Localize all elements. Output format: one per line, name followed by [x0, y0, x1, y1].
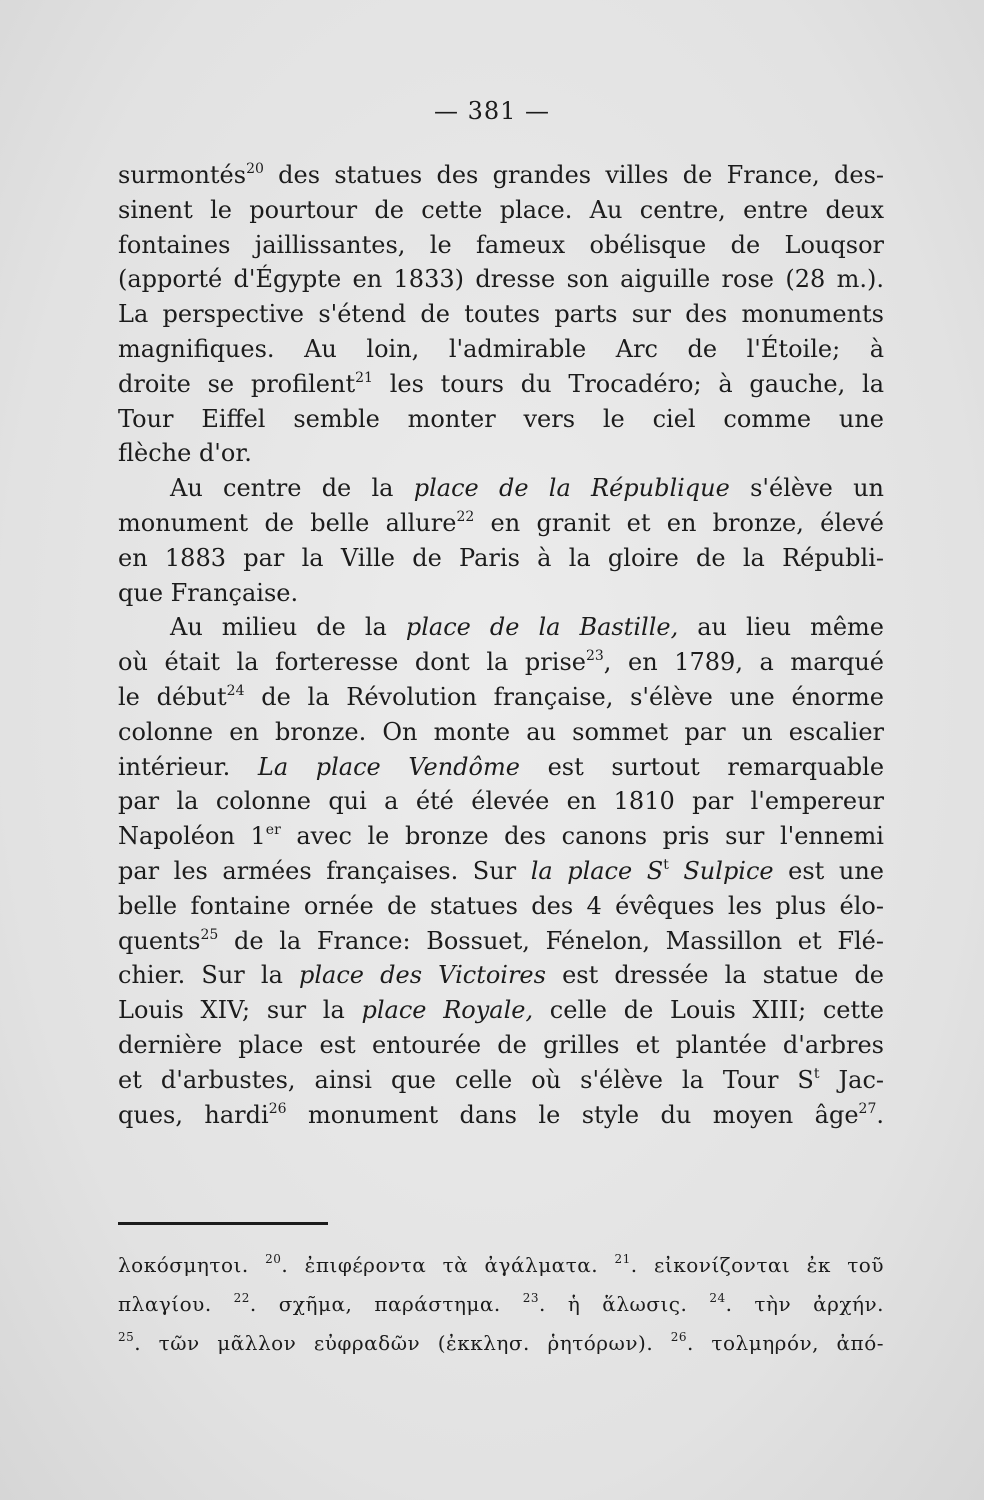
text-line: ques, hardi$^{26}$ monument dans le style du moyen âge$^{27}$. [118, 1100, 884, 1129]
abbreviation-superscript: t [663, 856, 669, 873]
text-line: Au milieu de la place de la Bastille, au lieu même [170, 613, 884, 642]
text-line: chier. Sur la place des Victoires est dressée la statue de [118, 961, 884, 990]
footnote-ref: 27 [858, 1100, 877, 1117]
text-line: Louis XIV; sur la place Royale, celle de Louis XIII; cette [118, 996, 884, 1025]
text-line: surmontés$^{20}$ des statues des grandes villes de France, des- [118, 161, 884, 189]
text-line: que Française. [118, 578, 299, 607]
ordinal-superscript: er [265, 822, 281, 839]
place-name: Sulpice [668, 856, 774, 885]
place-name: place Royale, [361, 996, 534, 1025]
text-line: par la colonne qui a été élevée en 1810 par l'empereur [118, 787, 884, 816]
footnote-ref: 20 [246, 161, 264, 177]
text-line: en 1883 par la Ville de Paris à la gloire de la Républi- [118, 543, 884, 572]
text-line: Napoléon 1er avec le bronze des canons pris sur l'ennemi [118, 822, 884, 851]
footnote-ref: 25 [200, 926, 219, 943]
footnote-number: 20 [265, 1252, 282, 1266]
text-line: (apporté d'Égypte en 1833) dresse son aiguille rose (28 m.). [118, 265, 884, 294]
text-line: droite se profilent$^{21}$ les tours du Trocadéro; à gauche, la [118, 369, 884, 398]
footnote-number: 25 [118, 1330, 135, 1344]
place-name: place de la Bastille, [405, 613, 679, 642]
footnote-ref: 24 [226, 682, 245, 699]
footnotes [118, 1246, 884, 1363]
footnote-ref: 21 [355, 369, 373, 386]
text-line: magnifiques. Au loin, l'admirable Arc de l'Étoile; à [118, 334, 884, 363]
text-line: dernière place est entourée de grilles et plantée d'arbres [118, 1030, 884, 1059]
footnote-ref: 26 [268, 1100, 287, 1117]
text-line: colonne en bronze. On monte au sommet par un escalier [118, 717, 884, 746]
text-line: flèche d'or. [118, 439, 252, 468]
footnote-line: $^{25}$. τῶν μᾶλλον εὐφραδῶν (ἐκκλησ. ῥητόρων). $^{26}$. τολμηρόν, ἀπό- [118, 1330, 884, 1355]
footnote-line: λοκόσμητοι. $^{20}$. ἐπιφέροντα τὰ ἀγάλματα. $^{21}$. εἰκονίζονται ἐκ τοῦ [118, 1252, 884, 1277]
footnote-number: 26 [670, 1330, 688, 1344]
text-line: sinent le pourtour de cette place. Au centre, entre deux [118, 195, 884, 224]
page-number: — 381 — [433, 97, 551, 125]
footnote-ref: 22 [456, 508, 475, 525]
text-line: le début$^{24}$ de la Révolution française, s'élève une énorme [118, 682, 884, 711]
text-line: La perspective s'étend de toutes parts sur des monuments [118, 300, 884, 329]
footnote-number: 21 [614, 1252, 631, 1266]
text-line: monument de belle allure$^{22}$ en granit et en bronze, élevé [118, 508, 884, 537]
text-line: Au centre de la place de la République s'élève un [170, 474, 884, 503]
text-line: intérieur. La place Vendôme est surtout remarquable [118, 752, 884, 781]
text-line: Tour Eiffel semble monter vers le ciel comme une [118, 404, 884, 433]
text-line: belle fontaine ornée de statues des 4 évêques les plus élo- [118, 891, 884, 920]
text-line: par les armées françaises. Sur la place $S^t$ Sulpice est une [118, 856, 884, 885]
text-line: où était la forteresse dont la prise$^{23}$, en 1789, a marqué [118, 648, 884, 677]
place-name: La place Vendôme [257, 752, 520, 781]
place-name: place des Victoires [299, 961, 546, 990]
footnote-number: 23 [522, 1291, 540, 1305]
footnote-number: 22 [233, 1291, 250, 1305]
footnote-line: πλαγίου. $^{22}$. σχῆμα, παράστημα. $^{23}$. ἡ ἅλωσις. $^{24}$. τὴν ἀρχήν. [118, 1291, 884, 1316]
main-text [118, 158, 884, 1132]
place-name: place de la République [413, 474, 730, 503]
text-line: et d'arbustes, ainsi que celle où s'élève la Tour $S^t$ Jac- [118, 1065, 884, 1094]
text-line: quents$^{25}$ de la France: Bossuet, Fénelon, Massillon et Flé- [118, 926, 884, 955]
place-name: la place S [530, 856, 664, 885]
text-line: fontaines jaillissantes, le fameux obélisque de Louqsor [118, 230, 884, 259]
abbreviation-superscript: t [813, 1065, 820, 1082]
footnote-number: 24 [709, 1291, 726, 1305]
footnote-divider [118, 1222, 328, 1225]
footnote-ref: 23 [585, 648, 604, 665]
